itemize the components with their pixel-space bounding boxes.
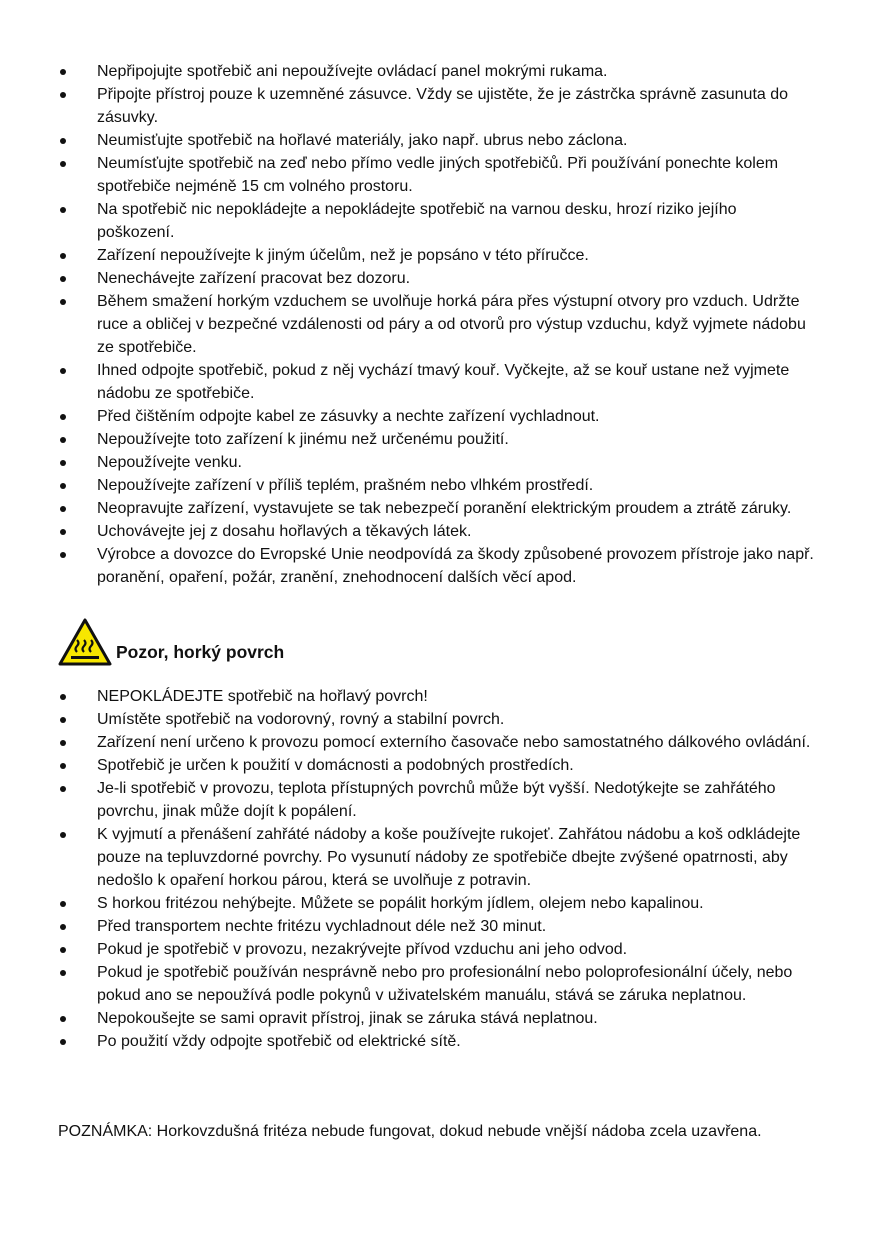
list-item: Neumísťujte spotřebič na zeď nebo přímo vedle jiných spotřebičů. Při používání ponechte kolem spotřebiče nejméně 15 cm volného prostoru. bbox=[58, 152, 818, 198]
list-item: Nepoužívejte zařízení v příliš teplém, prašném nebo vlhkém prostředí. bbox=[58, 474, 818, 497]
bullet-icon bbox=[60, 832, 66, 838]
list-item: Před transportem nechte fritézu vychladnout déle než 30 minut. bbox=[58, 915, 818, 938]
bullet-icon bbox=[60, 763, 66, 769]
bullet-icon bbox=[60, 529, 66, 535]
note-text: POZNÁMKA: Horkovzdušná fritéza nebude fungovat, dokud nebude vnější nádoba zcela uzavřena. bbox=[58, 1123, 762, 1140]
hot-surface-heading bbox=[58, 618, 284, 666]
list-item: Zařízení není určeno k provozu pomocí externího časovače nebo samostatného dálkového ovládání. bbox=[58, 731, 818, 754]
hot-surface-warning-icon bbox=[58, 618, 112, 666]
list-item: S horkou fritézou nehýbejte. Můžete se popálit horkým jídlem, olejem nebo kapalinou. bbox=[58, 892, 818, 915]
list-item: Neumisťujte spotřebič na hořlavé materiály, jako např. ubrus nebo záclona. bbox=[58, 129, 818, 152]
list-item: Na spotřebič nic nepokládejte a nepokládejte spotřebič na varnou desku, hrozí riziko jejího poškození. bbox=[58, 198, 818, 244]
list-item: K vyjmutí a přenášení zahřáté nádoby a koše používejte rukojeť. Zahřátou nádobu a koš odkládejte pouze na tepluvzdorné povrchy. Po vysunutí nádoby ze spotřebiče dbejte zvýšené opatrnosti, aby nedošlo k opaření horkou párou, která se uvolňuje z potravin. bbox=[58, 823, 818, 892]
bullet-icon bbox=[60, 207, 66, 213]
bullet-icon bbox=[60, 1039, 66, 1045]
bullet-icon bbox=[60, 368, 66, 374]
list-item: Nepoužívejte venku. bbox=[58, 451, 818, 474]
list-item: NEPOKLÁDEJTE spotřebič na hořlavý povrch! bbox=[58, 685, 818, 708]
list-item: Nenechávejte zařízení pracovat bez dozoru. bbox=[58, 267, 818, 290]
bullet-icon bbox=[60, 901, 66, 907]
bullet-icon bbox=[60, 253, 66, 259]
bullet-icon bbox=[60, 947, 66, 953]
bullet-icon bbox=[60, 460, 66, 466]
list-item: Je-li spotřebič v provozu, teplota přístupných povrchů může být vyšší. Nedotýkejte se zahřátého povrchu, jinak může dojít k popálení. bbox=[58, 777, 818, 823]
bullet-icon bbox=[60, 276, 66, 282]
list-item: Ihned odpojte spotřebič, pokud z něj vychází tmavý kouř. Vyčkejte, až se kouř ustane než vyjmete nádobu ze spotřebiče. bbox=[58, 359, 818, 405]
bullet-icon bbox=[60, 437, 66, 443]
list-item: Zařízení nepoužívejte k jiným účelům, než je popsáno v této příručce. bbox=[58, 244, 818, 267]
bullet-icon bbox=[60, 740, 66, 746]
bullet-icon bbox=[60, 1016, 66, 1022]
safety-instructions-list bbox=[58, 60, 818, 589]
list-item: Výrobce a dovozce do Evropské Unie neodpovídá za škody způsobené provozem přístroje jako např. poranění, opaření, požár, zranění, znehodnocení dalších věcí apod. bbox=[58, 543, 818, 589]
list-item: Neopravujte zařízení, vystavujete se tak nebezpečí poranění elektrickým proudem a ztrátě záruky. bbox=[58, 497, 818, 520]
bullet-icon bbox=[60, 69, 66, 75]
list-item: Nepřipojujte spotřebič ani nepoužívejte ovládací panel mokrými rukama. bbox=[58, 60, 818, 83]
section-title: Pozor, horký povrch bbox=[116, 642, 285, 662]
bullet-icon bbox=[60, 970, 66, 976]
list-item: Nepoužívejte toto zařízení k jinému než určenému použití. bbox=[58, 428, 818, 451]
list-item: Pokud je spotřebič používán nesprávně nebo pro profesionální nebo poloprofesionální účely, nebo pokud ano se nepoužívá podle pokynů v uživatelském manuálu, stává se záruka neplatnou. bbox=[58, 961, 818, 1007]
hot-surface-list bbox=[58, 685, 818, 1053]
bullet-icon bbox=[60, 694, 66, 700]
list-item: Uchovávejte jej z dosahu hořlavých a těkavých látek. bbox=[58, 520, 818, 543]
bullet-icon bbox=[60, 414, 66, 420]
bullet-icon bbox=[60, 299, 66, 305]
list-item: Umístěte spotřebič na vodorovný, rovný a stabilní povrch. bbox=[58, 708, 818, 731]
list-item: Během smažení horkým vzduchem se uvolňuje horká pára přes výstupní otvory pro vzduch. Udržte ruce a obličej v bezpečné vzdálenosti od páry a od otvorů pro výstup vzduchu, když vyjmete nádobu ze spotřebiče. bbox=[58, 290, 818, 359]
bullet-icon bbox=[60, 924, 66, 930]
list-item: Před čištěním odpojte kabel ze zásuvky a nechte zařízení vychladnout. bbox=[58, 405, 818, 428]
bullet-icon bbox=[60, 483, 66, 489]
list-item: Po použití vždy odpojte spotřebič od elektrické sítě. bbox=[58, 1030, 818, 1053]
list-item: Nepokoušejte se sami opravit přístroj, jinak se záruka stává neplatnou. bbox=[58, 1007, 818, 1030]
list-item: Spotřebič je určen k použití v domácnosti a podobných prostředích. bbox=[58, 754, 818, 777]
bullet-icon bbox=[60, 138, 66, 144]
list-item: Připojte přístroj pouze k uzemněné zásuvce. Vždy se ujistěte, že je zástrčka správně zasunuta do zásuvky. bbox=[58, 83, 818, 129]
list-item: Pokud je spotřebič v provozu, nezakrývejte přívod vzduchu ani jeho odvod. bbox=[58, 938, 818, 961]
bullet-icon bbox=[60, 92, 66, 98]
bullet-icon bbox=[60, 717, 66, 723]
bullet-icon bbox=[60, 552, 66, 558]
bullet-icon bbox=[60, 161, 66, 167]
bullet-icon bbox=[60, 786, 66, 792]
bullet-icon bbox=[60, 506, 66, 512]
